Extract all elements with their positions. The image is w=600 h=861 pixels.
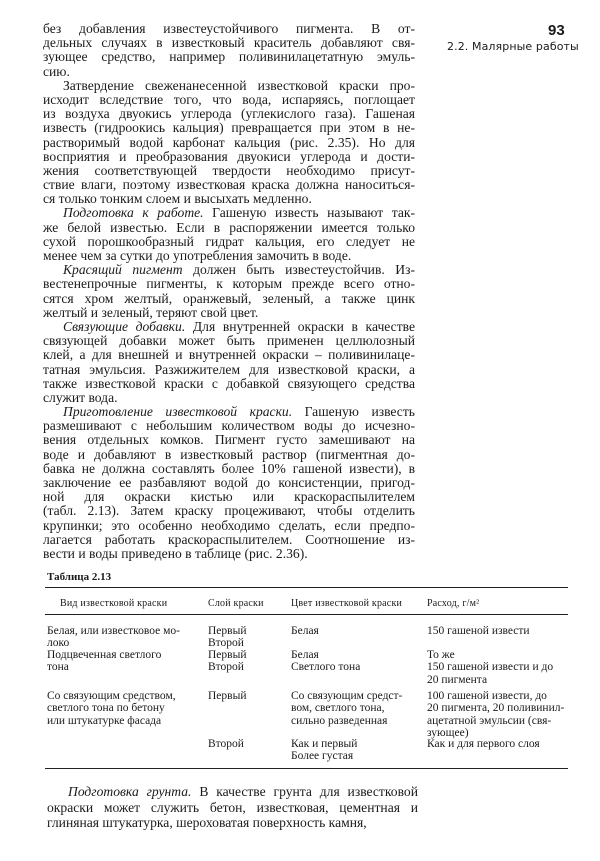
table-cell: сильно разведенная (291, 714, 388, 727)
line-text: же белой известью. Если в распоряжении имеется только (43, 219, 415, 235)
table-cell: Первый (208, 690, 247, 702)
text-line (43, 320, 415, 334)
text-line (43, 249, 415, 263)
table-header-rule (45, 614, 568, 615)
line-text: без добавления известеустойчивого пигмента. В от- (43, 21, 415, 36)
table-bottom-rule (45, 768, 568, 769)
text-line (43, 93, 415, 107)
table-cell: или штукатурке фасада (47, 714, 162, 727)
text-line (43, 519, 415, 533)
text-line (43, 107, 415, 121)
text-line (43, 391, 415, 405)
table-cell: Первый (208, 625, 247, 637)
paragraph-lead: Подготовка к работе. (63, 205, 204, 221)
line-text: крупинки; это особенно необходимо сделать, если предпо- (43, 517, 415, 533)
table-cell: зующее) (427, 726, 469, 739)
tail-paragraph (47, 784, 418, 831)
line-text: сятся хром желтый, оранжевый, зеленый, а также цинк (43, 290, 415, 306)
line-text: сию. (43, 63, 70, 79)
text-line (43, 50, 415, 64)
line-text: Затвердение свеженанесенной известковой краски про- (63, 77, 415, 93)
table-cell: ацетатной эмульсии (свя- (427, 714, 552, 727)
text-line (43, 121, 415, 135)
text-line (43, 533, 415, 547)
line-text: Гашеную известь (304, 404, 415, 420)
line-text: растворимый водой карбонат кальция (рис. 2.35). Но для (43, 134, 415, 150)
line-text: размешивают с небольшим количеством воды до исчезно- (43, 418, 415, 434)
line-text: Для внутренней окраски в качестве (192, 318, 416, 334)
table-top-rule (45, 587, 568, 588)
line-text: желтый и зеленый, теряют свой цвет. (43, 304, 259, 320)
table-cell: 20 пигмента, 20 поливинил- (427, 702, 565, 715)
text-line (43, 22, 415, 36)
table-cell: 150 гашеной извести и до (427, 661, 554, 674)
text-line (43, 235, 415, 249)
table-cell: Подцвеченная светлого (47, 649, 162, 661)
line-text: жения соответствующей твердости необходимо присут- (43, 162, 415, 178)
line-text: исходит вследствие того, что вода, испаряясь, поглощает (43, 91, 415, 107)
table-cell: локо (47, 637, 70, 650)
line-text: Гашеную известь называют так- (212, 205, 416, 221)
body-text (43, 22, 415, 561)
line-text: бавка не должна составлять более 10% гашеной извести), в (43, 460, 415, 476)
paragraph-lead: Красящий пигмент (63, 262, 183, 278)
table-cell: Как и первый (291, 738, 358, 750)
line-text: восприятия и преобразования двуокиси углерода и дости- (43, 148, 415, 164)
table-header-color: Цвет известковой краски (291, 598, 403, 609)
table-cell: Как и для первого слоя (427, 738, 540, 750)
table-cell: Второй (208, 738, 244, 750)
line-text: заключение ее разбавляют водой до консистенции, пригод- (43, 475, 415, 490)
text-line (43, 164, 415, 178)
line-text: сухой порошкообразный гидрат кальция, его следует не (43, 233, 415, 249)
line-text: менее чем за сутки до употребления замочить в воде. (43, 248, 352, 263)
line-text: (табл. 2.13). Затем краску процеживают, чтобы отделить (43, 503, 415, 519)
table-cell: Со связующим средст- (291, 690, 403, 702)
table-cell: Со связующим средством, (47, 690, 176, 702)
table-header-type: Вид известковой краски (60, 598, 168, 609)
table-cell: светлого тона по бетону (47, 702, 165, 715)
text-line (43, 36, 415, 50)
text-line (47, 800, 418, 816)
line-text: зующее средство, например поливинилацетатную эмуль- (43, 49, 415, 65)
line-text: вения отдельных комков. Пигмент густо замешивают на (43, 432, 415, 448)
line-text: ствие влаги, поэтому известковая краска должна наноситься- (43, 177, 415, 193)
line-text: должен быть известеустойчив. Из- (193, 262, 415, 278)
table-header-layer: Слой краски (208, 598, 264, 609)
text-line (43, 306, 415, 320)
text-line (43, 377, 415, 391)
text-line (43, 277, 415, 291)
text-line (43, 292, 415, 306)
text-line (43, 263, 415, 277)
text-line (43, 136, 415, 150)
text-line (43, 448, 415, 462)
text-line (43, 547, 415, 561)
line-text: ся только тонким слоем и высыхать медленно. (43, 191, 312, 207)
table-header-consumption: Расход, г/м² (427, 598, 480, 609)
table-cell: Более густая (291, 750, 354, 763)
table-cell: вом, светлого тона, (291, 702, 385, 715)
line-text: клей, а для внешней и внутренней окраски – поливинилаце- (43, 347, 415, 363)
text-line (43, 462, 415, 476)
line-text: служит вода. (43, 389, 118, 405)
text-line (43, 363, 415, 377)
text-line (43, 150, 415, 164)
line-text: из воздуха двуокись углерода (углекислого газа). Гашеная (43, 106, 415, 122)
line-text: также известковой краски с добавкой связующего средства (43, 375, 415, 391)
text-line (43, 206, 415, 220)
table-cell: 20 пигмента (427, 673, 488, 686)
page-number: 93 (548, 22, 565, 39)
text-line (43, 419, 415, 433)
line-text: татная эмульсия. Разжижителем для известковой краски, а (43, 361, 415, 377)
table-cell: Второй (208, 637, 244, 650)
line-text: воде и добавляют в известковый раствор (пигментная до- (43, 446, 415, 462)
paragraph-lead: Приготовление известковой краски. (63, 404, 293, 420)
line-text: окраски может служить бетон, известковая, цементная и (47, 799, 418, 815)
line-text: дельных случаях в известковый краситель добавляют свя- (43, 35, 415, 51)
text-line (43, 79, 415, 93)
line-text: ной для окраски кистью или краскораспылителем (43, 489, 415, 505)
paragraph-lead: Связующие добавки. (63, 318, 186, 334)
text-line (43, 221, 415, 235)
text-line (43, 65, 415, 79)
table-cell: Белая (291, 649, 319, 661)
text-line (43, 192, 415, 206)
table-cell: 100 гашеной извести, до (427, 690, 547, 702)
text-line (47, 815, 418, 831)
line-text: известь (гидроокись кальция) превращается при этом в не- (43, 120, 415, 136)
text-line (43, 433, 415, 447)
text-line (43, 504, 415, 518)
table-cell: Белая, или известковое мо- (47, 625, 180, 637)
paragraph-lead: Подготовка грунта. (68, 784, 192, 799)
table-title: Таблица 2.13 (47, 571, 112, 583)
line-text: лагается работать краскораспылителем. Соотношение из- (43, 531, 415, 547)
line-text: вестенепрочные пигменты, к которым прежде всего отно- (43, 276, 415, 292)
text-line (47, 784, 418, 800)
text-line (43, 178, 415, 192)
table-cell: тона (47, 661, 69, 674)
table-cell: 150 гашеной извести (427, 625, 530, 637)
text-line (43, 334, 415, 348)
text-line (43, 490, 415, 504)
table-cell: Первый (208, 649, 247, 661)
table-cell: Второй (208, 661, 244, 674)
table-cell: Светлого тона (291, 661, 361, 674)
line-text: В качестве грунта для известковой (199, 784, 418, 799)
table-cell: То же (427, 649, 455, 661)
table-cell: Белая (291, 625, 319, 637)
text-line (43, 405, 415, 419)
line-text: связующей добавки может быть применен целлюлозный (43, 333, 415, 349)
text-line (43, 476, 415, 490)
line-text: вести и воды приведено в таблице (рис. 2.36). (43, 545, 308, 561)
line-text: глиняная штукатурка, шероховатая поверхность камня, (47, 815, 367, 831)
running-head: 2.2. Малярные работы (447, 40, 579, 53)
text-line (43, 348, 415, 362)
